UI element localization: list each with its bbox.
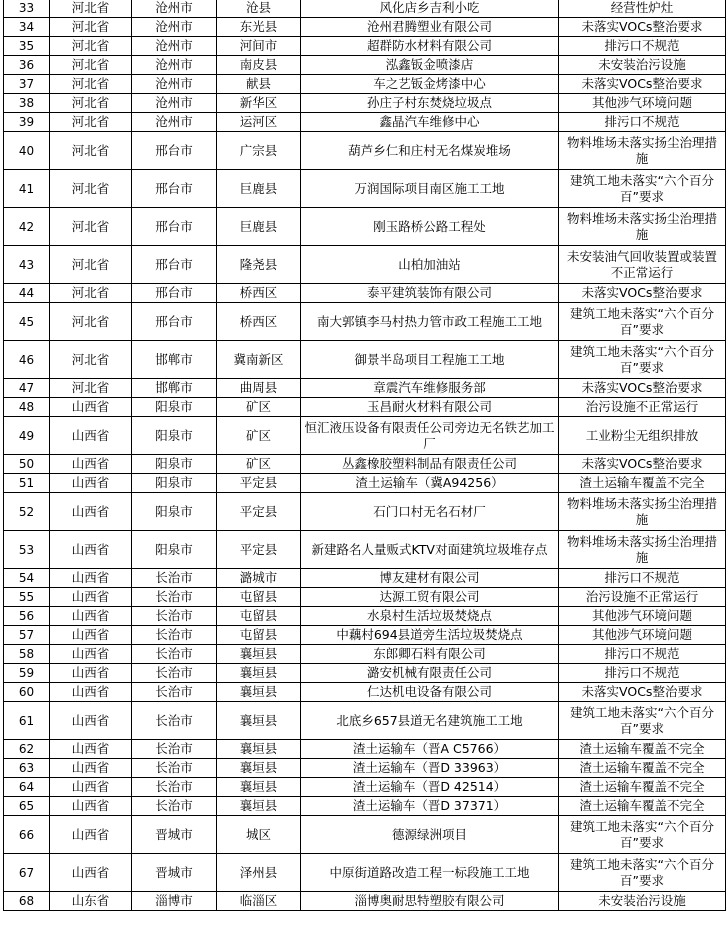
cell-index: 51 <box>4 474 50 493</box>
cell-entity-name: 东郎卿石料有限公司 <box>301 645 559 664</box>
cell-province: 山西省 <box>50 702 132 740</box>
cell-county: 襄垣县 <box>217 645 301 664</box>
cell-city: 长治市 <box>132 797 217 816</box>
cell-city: 长治市 <box>132 683 217 702</box>
cell-city: 长治市 <box>132 702 217 740</box>
cell-entity-name: 石门口村无名石材厂 <box>301 493 559 531</box>
cell-city: 晋城市 <box>132 854 217 892</box>
cell-county: 矿区 <box>217 455 301 474</box>
cell-city: 沧州市 <box>132 113 217 132</box>
table-row <box>4 18 726 37</box>
cell-county: 河间市 <box>217 37 301 56</box>
table-row <box>4 341 726 379</box>
cell-county: 矿区 <box>217 398 301 417</box>
cell-index: 33 <box>4 0 50 18</box>
cell-city: 阳泉市 <box>132 417 217 455</box>
cell-problem-type: 建筑工地未落实“六个百分百”要求 <box>559 341 726 379</box>
table-row <box>4 474 726 493</box>
cell-problem-type: 治污设施不正常运行 <box>559 398 726 417</box>
cell-problem-type: 排污口不规范 <box>559 569 726 588</box>
cell-index: 54 <box>4 569 50 588</box>
cell-index: 66 <box>4 816 50 854</box>
table-row <box>4 455 726 474</box>
table-row <box>4 854 726 892</box>
table-row <box>4 664 726 683</box>
cell-province: 河北省 <box>50 0 132 18</box>
table-row <box>4 740 726 759</box>
cell-province: 山西省 <box>50 626 132 645</box>
cell-index: 64 <box>4 778 50 797</box>
cell-entity-name: 恒汇液压设备有限责任公司旁边无名铁艺加工厂 <box>301 417 559 455</box>
cell-index: 59 <box>4 664 50 683</box>
cell-problem-type: 其他涉气环境问题 <box>559 626 726 645</box>
cell-county: 广宗县 <box>217 132 301 170</box>
cell-city: 长治市 <box>132 740 217 759</box>
cell-index: 37 <box>4 75 50 94</box>
table-row <box>4 683 726 702</box>
cell-county: 平定县 <box>217 531 301 569</box>
cell-city: 淄博市 <box>132 892 217 911</box>
cell-problem-type: 物料堆场未落实扬尘治理措施 <box>559 493 726 531</box>
table-row <box>4 417 726 455</box>
cell-problem-type: 排污口不规范 <box>559 37 726 56</box>
cell-county: 南皮县 <box>217 56 301 75</box>
table-row <box>4 284 726 303</box>
cell-city: 长治市 <box>132 569 217 588</box>
cell-index: 45 <box>4 303 50 341</box>
cell-city: 邢台市 <box>132 208 217 246</box>
table-row <box>4 398 726 417</box>
cell-entity-name: 博友建材有限公司 <box>301 569 559 588</box>
cell-entity-name: 章震汽车维修服务部 <box>301 379 559 398</box>
cell-city: 长治市 <box>132 645 217 664</box>
cell-city: 阳泉市 <box>132 455 217 474</box>
table-row <box>4 892 726 911</box>
table-body <box>4 0 726 911</box>
cell-province: 山西省 <box>50 398 132 417</box>
cell-problem-type: 渣土运输车覆盖不完全 <box>559 740 726 759</box>
cell-province: 河北省 <box>50 132 132 170</box>
cell-province: 河北省 <box>50 284 132 303</box>
cell-county: 曲周县 <box>217 379 301 398</box>
cell-county: 桥西区 <box>217 303 301 341</box>
cell-county: 潞城市 <box>217 569 301 588</box>
cell-problem-type: 物料堆场未落实扬尘治理措施 <box>559 208 726 246</box>
cell-city: 长治市 <box>132 778 217 797</box>
table-row <box>4 208 726 246</box>
cell-province: 河北省 <box>50 113 132 132</box>
cell-city: 阳泉市 <box>132 474 217 493</box>
cell-problem-type: 物料堆场未落实扬尘治理措施 <box>559 132 726 170</box>
cell-problem-type: 建筑工地未落实“六个百分百”要求 <box>559 702 726 740</box>
cell-entity-name: 中藕村694县道旁生活垃圾焚烧点 <box>301 626 559 645</box>
cell-entity-name: 刚玉路桥公路工程处 <box>301 208 559 246</box>
cell-index: 52 <box>4 493 50 531</box>
cell-city: 沧州市 <box>132 0 217 18</box>
cell-index: 44 <box>4 284 50 303</box>
cell-county: 城区 <box>217 816 301 854</box>
cell-county: 襄垣县 <box>217 740 301 759</box>
cell-city: 邢台市 <box>132 246 217 284</box>
cell-entity-name: 德源绿洲项目 <box>301 816 559 854</box>
cell-county: 冀南新区 <box>217 341 301 379</box>
cell-entity-name: 水泉村生活垃圾焚烧点 <box>301 607 559 626</box>
cell-problem-type: 未安装油气回收装置或装置不正常运行 <box>559 246 726 284</box>
cell-province: 河北省 <box>50 94 132 113</box>
cell-city: 长治市 <box>132 626 217 645</box>
cell-county: 临淄区 <box>217 892 301 911</box>
cell-entity-name: 达源工贸有限公司 <box>301 588 559 607</box>
cell-entity-name: 北底乡657县道无名建筑施工工地 <box>301 702 559 740</box>
cell-city: 邯郸市 <box>132 379 217 398</box>
cell-problem-type: 治污设施不正常运行 <box>559 588 726 607</box>
cell-index: 49 <box>4 417 50 455</box>
cell-city: 阳泉市 <box>132 398 217 417</box>
cell-province: 山西省 <box>50 759 132 778</box>
cell-province: 河北省 <box>50 56 132 75</box>
cell-county: 巨鹿县 <box>217 170 301 208</box>
table-row <box>4 0 726 18</box>
cell-problem-type: 物料堆场未落实扬尘治理措施 <box>559 531 726 569</box>
cell-index: 65 <box>4 797 50 816</box>
cell-county: 襄垣县 <box>217 683 301 702</box>
cell-province: 山西省 <box>50 531 132 569</box>
cell-province: 河北省 <box>50 18 132 37</box>
cell-county: 襄垣县 <box>217 778 301 797</box>
cell-problem-type: 建筑工地未落实“六个百分百”要求 <box>559 854 726 892</box>
cell-index: 46 <box>4 341 50 379</box>
cell-problem-type: 未落实VOCs整治要求 <box>559 284 726 303</box>
cell-city: 沧州市 <box>132 18 217 37</box>
cell-entity-name: 中原街道路改造工程一标段施工工地 <box>301 854 559 892</box>
cell-index: 55 <box>4 588 50 607</box>
cell-county: 襄垣县 <box>217 664 301 683</box>
table-row <box>4 588 726 607</box>
table-row <box>4 493 726 531</box>
cell-province: 山西省 <box>50 854 132 892</box>
cell-province: 河北省 <box>50 170 132 208</box>
cell-county: 献县 <box>217 75 301 94</box>
cell-province: 山西省 <box>50 816 132 854</box>
cell-entity-name: 万润国际项目南区施工工地 <box>301 170 559 208</box>
cell-problem-type: 渣土运输车覆盖不完全 <box>559 759 726 778</box>
table-row <box>4 170 726 208</box>
cell-county: 泽州县 <box>217 854 301 892</box>
cell-problem-type: 未落实VOCs整治要求 <box>559 75 726 94</box>
cell-entity-name: 仁达机电设备有限公司 <box>301 683 559 702</box>
table-row <box>4 778 726 797</box>
cell-index: 39 <box>4 113 50 132</box>
cell-entity-name: 鑫晶汽车维修中心 <box>301 113 559 132</box>
cell-entity-name: 渣土运输车（冀A94256） <box>301 474 559 493</box>
table-row <box>4 56 726 75</box>
cell-province: 山西省 <box>50 664 132 683</box>
cell-index: 48 <box>4 398 50 417</box>
table-row <box>4 94 726 113</box>
cell-county: 屯留县 <box>217 607 301 626</box>
cell-city: 沧州市 <box>132 75 217 94</box>
cell-entity-name: 超群防水材料有限公司 <box>301 37 559 56</box>
table-row <box>4 37 726 56</box>
cell-province: 山西省 <box>50 683 132 702</box>
cell-city: 邢台市 <box>132 303 217 341</box>
cell-province: 河北省 <box>50 208 132 246</box>
cell-province: 山西省 <box>50 569 132 588</box>
cell-province: 山西省 <box>50 588 132 607</box>
table-row <box>4 379 726 398</box>
cell-entity-name: 沧州君腾塑业有限公司 <box>301 18 559 37</box>
cell-entity-name: 葫芦乡仁和庄村无名煤炭堆场 <box>301 132 559 170</box>
table-row <box>4 246 726 284</box>
cell-problem-type: 排污口不规范 <box>559 664 726 683</box>
cell-problem-type: 其他涉气环境问题 <box>559 607 726 626</box>
table-row <box>4 816 726 854</box>
cell-province: 山西省 <box>50 474 132 493</box>
cell-province: 山西省 <box>50 797 132 816</box>
cell-county: 矿区 <box>217 417 301 455</box>
cell-index: 38 <box>4 94 50 113</box>
cell-entity-name: 山柏加油站 <box>301 246 559 284</box>
cell-index: 57 <box>4 626 50 645</box>
cell-index: 56 <box>4 607 50 626</box>
cell-city: 长治市 <box>132 588 217 607</box>
cell-problem-type: 排污口不规范 <box>559 645 726 664</box>
cell-problem-type: 渣土运输车覆盖不完全 <box>559 474 726 493</box>
cell-entity-name: 渣土运输车（晋A C5766） <box>301 740 559 759</box>
cell-problem-type: 建筑工地未落实“六个百分百”要求 <box>559 303 726 341</box>
cell-entity-name: 丛鑫橡胶塑料制品有限责任公司 <box>301 455 559 474</box>
cell-county: 襄垣县 <box>217 759 301 778</box>
cell-county: 巨鹿县 <box>217 208 301 246</box>
table-row <box>4 797 726 816</box>
cell-province: 山西省 <box>50 455 132 474</box>
cell-county: 屯留县 <box>217 626 301 645</box>
table-row <box>4 626 726 645</box>
cell-province: 河北省 <box>50 37 132 56</box>
cell-county: 运河区 <box>217 113 301 132</box>
cell-index: 50 <box>4 455 50 474</box>
cell-province: 山西省 <box>50 607 132 626</box>
cell-county: 襄垣县 <box>217 797 301 816</box>
cell-city: 晋城市 <box>132 816 217 854</box>
cell-problem-type: 建筑工地未落实“六个百分百”要求 <box>559 816 726 854</box>
table-row <box>4 569 726 588</box>
cell-entity-name: 渣土运输车（晋D 33963） <box>301 759 559 778</box>
cell-city: 邢台市 <box>132 284 217 303</box>
table-row <box>4 132 726 170</box>
cell-index: 53 <box>4 531 50 569</box>
cell-index: 62 <box>4 740 50 759</box>
cell-province: 山西省 <box>50 740 132 759</box>
table-row <box>4 702 726 740</box>
cell-problem-type: 其他涉气环境问题 <box>559 94 726 113</box>
cell-county: 平定县 <box>217 493 301 531</box>
cell-problem-type: 未落实VOCs整治要求 <box>559 18 726 37</box>
cell-entity-name: 孙庄子村东焚烧垃圾点 <box>301 94 559 113</box>
cell-province: 山西省 <box>50 417 132 455</box>
cell-problem-type: 未落实VOCs整治要求 <box>559 455 726 474</box>
cell-county: 东光县 <box>217 18 301 37</box>
cell-problem-type: 渣土运输车覆盖不完全 <box>559 797 726 816</box>
cell-index: 42 <box>4 208 50 246</box>
cell-entity-name: 淄博奥耐思特塑胶有限公司 <box>301 892 559 911</box>
cell-province: 河北省 <box>50 379 132 398</box>
cell-county: 新华区 <box>217 94 301 113</box>
cell-city: 沧州市 <box>132 56 217 75</box>
cell-index: 36 <box>4 56 50 75</box>
cell-entity-name: 渣土运输车（晋D 42514） <box>301 778 559 797</box>
cell-province: 河北省 <box>50 303 132 341</box>
cell-city: 邢台市 <box>132 170 217 208</box>
cell-county: 屯留县 <box>217 588 301 607</box>
cell-index: 47 <box>4 379 50 398</box>
cell-problem-type: 未安装治污设施 <box>559 892 726 911</box>
cell-entity-name: 泰平建筑装饰有限公司 <box>301 284 559 303</box>
cell-province: 山西省 <box>50 645 132 664</box>
cell-county: 隆尧县 <box>217 246 301 284</box>
cell-problem-type: 未落实VOCs整治要求 <box>559 683 726 702</box>
cell-province: 河北省 <box>50 341 132 379</box>
cell-problem-type: 渣土运输车覆盖不完全 <box>559 778 726 797</box>
cell-city: 邯郸市 <box>132 341 217 379</box>
cell-city: 沧州市 <box>132 37 217 56</box>
cell-index: 58 <box>4 645 50 664</box>
cell-province: 山西省 <box>50 493 132 531</box>
cell-province: 河北省 <box>50 75 132 94</box>
cell-problem-type: 未落实VOCs整治要求 <box>559 379 726 398</box>
table-row <box>4 759 726 778</box>
inspection-table <box>3 0 726 911</box>
cell-county: 桥西区 <box>217 284 301 303</box>
cell-index: 63 <box>4 759 50 778</box>
cell-entity-name: 玉昌耐火材料有限公司 <box>301 398 559 417</box>
cell-index: 34 <box>4 18 50 37</box>
cell-county: 沧县 <box>217 0 301 18</box>
table-row <box>4 645 726 664</box>
cell-index: 68 <box>4 892 50 911</box>
cell-entity-name: 御景半岛项目工程施工工地 <box>301 341 559 379</box>
table-row <box>4 113 726 132</box>
table-row <box>4 607 726 626</box>
cell-city: 长治市 <box>132 664 217 683</box>
cell-province: 河北省 <box>50 246 132 284</box>
cell-index: 60 <box>4 683 50 702</box>
cell-entity-name: 新建路名人量贩式KTV对面建筑垃圾堆存点 <box>301 531 559 569</box>
cell-city: 长治市 <box>132 607 217 626</box>
cell-problem-type: 经营性炉灶 <box>559 0 726 18</box>
cell-index: 61 <box>4 702 50 740</box>
cell-problem-type: 排污口不规范 <box>559 113 726 132</box>
cell-problem-type: 工业粉尘无组织排放 <box>559 417 726 455</box>
cell-city: 阳泉市 <box>132 493 217 531</box>
cell-index: 35 <box>4 37 50 56</box>
cell-city: 长治市 <box>132 759 217 778</box>
table-row <box>4 531 726 569</box>
cell-problem-type: 未安装治污设施 <box>559 56 726 75</box>
cell-city: 阳泉市 <box>132 531 217 569</box>
cell-county: 平定县 <box>217 474 301 493</box>
cell-index: 41 <box>4 170 50 208</box>
cell-entity-name: 泓鑫钣金喷漆店 <box>301 56 559 75</box>
table-row <box>4 75 726 94</box>
cell-entity-name: 风化店乡吉利小吃 <box>301 0 559 18</box>
cell-index: 40 <box>4 132 50 170</box>
cell-entity-name: 渣土运输车（晋D 37371） <box>301 797 559 816</box>
cell-index: 43 <box>4 246 50 284</box>
cell-entity-name: 车之艺钣金烤漆中心 <box>301 75 559 94</box>
cell-entity-name: 南大郭镇李马村热力管市政工程施工工地 <box>301 303 559 341</box>
cell-problem-type: 建筑工地未落实“六个百分百”要求 <box>559 170 726 208</box>
table-row <box>4 303 726 341</box>
cell-county: 襄垣县 <box>217 702 301 740</box>
cell-city: 邢台市 <box>132 132 217 170</box>
cell-city: 沧州市 <box>132 94 217 113</box>
cell-index: 67 <box>4 854 50 892</box>
cell-province: 山东省 <box>50 892 132 911</box>
cell-province: 山西省 <box>50 778 132 797</box>
cell-entity-name: 潞安机械有限责任公司 <box>301 664 559 683</box>
